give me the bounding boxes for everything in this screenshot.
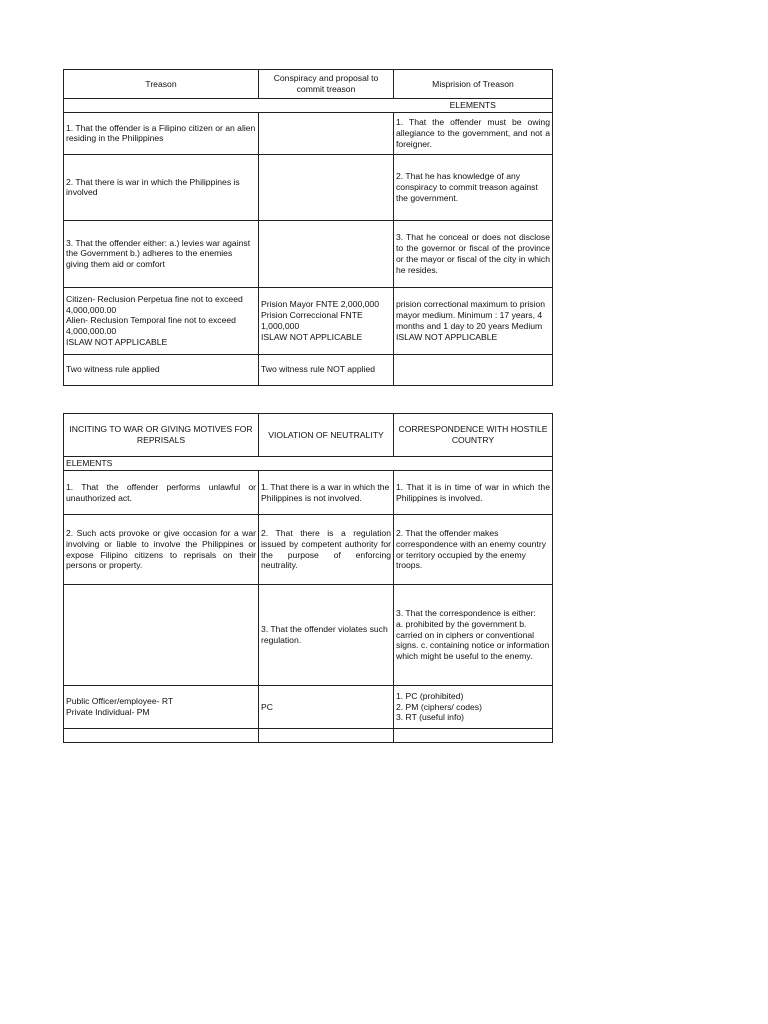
- table-cell: [259, 729, 394, 743]
- penalty-row: [64, 686, 553, 729]
- table-cell: 3. That the correspondence is either: a. prohibited by the government b. carried on in ciphers or conventional signs. c. containing notice or information which might be useful to the enemy.: [394, 585, 553, 686]
- elements-label-row: [64, 457, 553, 471]
- inciting-war-table: [63, 413, 553, 743]
- table-cell: 2. That he has knowledge of any conspiracy to commit treason against the government.: [394, 154, 553, 220]
- table-cell: [259, 154, 394, 220]
- elements-label: ELEMENTS: [394, 99, 553, 113]
- witness-row: [64, 354, 553, 385]
- table-row: [64, 585, 553, 686]
- table-header-row: [64, 70, 553, 99]
- table-cell: 1. That the offender is a Filipino citizen or an alien residing in the Philippines: [64, 112, 259, 154]
- column-header-neutrality: VIOLATION OF NEUTRALITY: [259, 414, 394, 457]
- table-row: [64, 112, 553, 154]
- table-cell: [259, 220, 394, 287]
- treason-table: [63, 69, 553, 386]
- column-header-conspiracy: Conspiracy and proposal to commit treason: [259, 70, 394, 99]
- table-cell: [394, 729, 553, 743]
- table-cell: Two witness rule applied: [64, 354, 259, 385]
- column-header-misprision: Misprision of Treason: [394, 70, 553, 99]
- table-cell: PC: [259, 686, 394, 729]
- table-row: [64, 471, 553, 515]
- table-cell: Public Officer/employee- RT Private Individual- PM: [64, 686, 259, 729]
- table-cell: Citizen- Reclusion Perpetua fine not to exceed 4,000,000.00 Alien- Reclusion Temporal fine not to exceed 4,000,000.00 ISLAW NOT APPLICABLE: [64, 287, 259, 354]
- table-cell: 1. That the offender must be owing allegiance to the government, and not a foreigner.: [394, 112, 553, 154]
- table-header-row: [64, 414, 553, 457]
- table-cell: 1. That there is a war in which the Philippines is not involved.: [259, 471, 394, 515]
- column-header-treason: Treason: [64, 70, 259, 99]
- column-header-inciting-war: INCITING TO WAR OR GIVING MOTIVES FOR REPRISALS: [64, 414, 259, 457]
- table-row: [64, 515, 553, 585]
- table-cell: 3. That he conceal or does not disclose to the governor or fiscal of the province or the mayor or fiscal of the city in which he resides.: [394, 220, 553, 287]
- table-cell: 3. That the offender violates such regulation.: [259, 585, 394, 686]
- table-row: [64, 154, 553, 220]
- table-cell: [64, 585, 259, 686]
- table-cell: [394, 354, 553, 385]
- table-cell: 1. PC (prohibited) 2. PM (ciphers/ codes) 3. RT (useful info): [394, 686, 553, 729]
- table-cell: 2. That the offender makes correspondence with an enemy country or territory occupied by the enemy troops.: [394, 515, 553, 585]
- table-cell: [259, 112, 394, 154]
- column-header-correspondence: CORRESPONDENCE WITH HOSTILE COUNTRY: [394, 414, 553, 457]
- table-cell: 2. That there is war in which the Philippines is involved: [64, 154, 259, 220]
- table-cell: prision correctional maximum to prision mayor medium. Minimum : 17 years, 4 months and 1 day to 20 years Medium ISLAW NOT APPLICABLE: [394, 287, 553, 354]
- table-cell: 1. That the offender performs unlawful or unauthorized act.: [64, 471, 259, 515]
- table-row: [64, 729, 553, 743]
- table-row: [64, 220, 553, 287]
- table-cell: 3. That the offender either: a.) levies war against the Government b.) adheres to the enemies giving them aid or comfort: [64, 220, 259, 287]
- table-cell: [64, 729, 259, 743]
- elements-label: ELEMENTS: [64, 457, 259, 471]
- table-cell: 2. That there is a regulation issued by competent authority for the purpose of enforcing neutrality.: [259, 515, 394, 585]
- table-cell: 2. Such acts provoke or give occasion for a war involving or liable to involve the Philippines or expose Filipino citizens to reprisals on their persons or property.: [64, 515, 259, 585]
- table-cell: Prision Mayor FNTE 2,000,000 Prision Correccional FNTE 1,000,000 ISLAW NOT APPLICABLE: [259, 287, 394, 354]
- table-cell: Two witness rule NOT applied: [259, 354, 394, 385]
- penalty-row: [64, 287, 553, 354]
- elements-label-row: [64, 99, 553, 113]
- table-cell: 1. That it is in time of war in which the Philippines is involved.: [394, 471, 553, 515]
